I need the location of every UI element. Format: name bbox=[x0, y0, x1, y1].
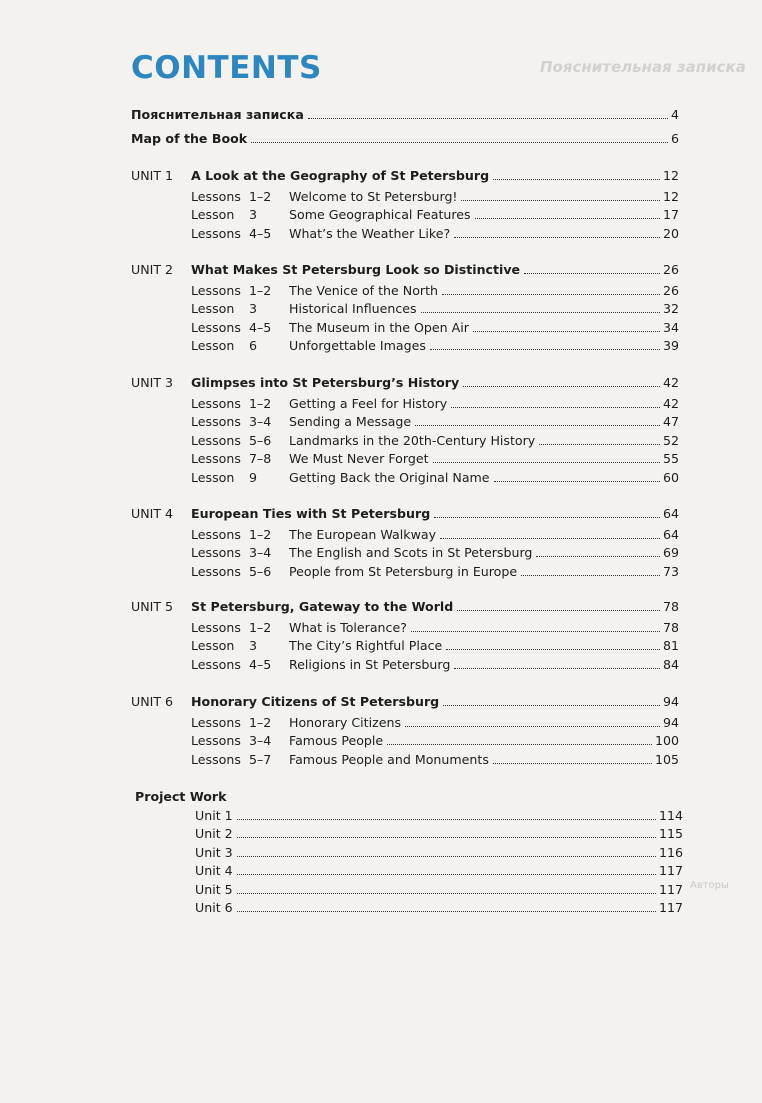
page-number: 26 bbox=[662, 262, 679, 277]
toc-entry-label bbox=[195, 900, 233, 915]
lesson-kind: Lesson bbox=[191, 301, 235, 317]
dot-leader bbox=[237, 874, 656, 875]
lesson-title: Getting Back the Original Name bbox=[289, 469, 490, 485]
lesson-title: Landmarks in the 20th-Century History bbox=[289, 432, 536, 448]
page-number: 32 bbox=[662, 301, 679, 317]
lesson-kind: Lessons bbox=[191, 545, 241, 561]
toc-entry-label bbox=[131, 131, 247, 146]
dot-leader bbox=[443, 705, 660, 706]
lesson-title: Getting a Feel for History bbox=[289, 396, 448, 411]
lesson-number: 3 bbox=[249, 301, 258, 317]
toc-entry-label bbox=[131, 262, 520, 277]
lesson-title: Sending a Message bbox=[289, 414, 412, 430]
toc-entry[interactable] bbox=[191, 226, 679, 245]
toc-entry[interactable] bbox=[191, 189, 679, 208]
unit-title: What Makes St Petersburg Look so Distinctive bbox=[191, 262, 521, 277]
project-unit-title: Unit 1 bbox=[195, 808, 233, 823]
lesson-kind: Lessons bbox=[191, 396, 241, 411]
entry-title: Пояснительная записка bbox=[131, 107, 304, 122]
toc-entry-label bbox=[191, 189, 457, 204]
toc-entry-label bbox=[131, 694, 439, 709]
toc-entry-label bbox=[191, 226, 450, 241]
toc-entry-label bbox=[195, 863, 233, 878]
toc-entry[interactable] bbox=[191, 283, 679, 302]
dot-leader bbox=[237, 837, 656, 838]
page-number: 6 bbox=[670, 131, 679, 146]
page-number: 42 bbox=[662, 375, 679, 390]
dot-leader bbox=[237, 911, 656, 912]
lesson-number: 1–2 bbox=[249, 283, 272, 298]
page-number: 4 bbox=[670, 107, 679, 122]
lesson-title: Unforgettable Images bbox=[289, 338, 426, 354]
toc-entry[interactable] bbox=[195, 826, 683, 845]
unit-title: Glimpses into St Petersburg’s History bbox=[191, 375, 460, 390]
lesson-number: 3 bbox=[249, 207, 258, 223]
lesson-title: The European Walkway bbox=[289, 527, 437, 542]
toc-entry[interactable] bbox=[191, 545, 679, 564]
toc-entry[interactable] bbox=[191, 433, 679, 452]
page-title: CONTENTS bbox=[131, 50, 322, 86]
toc-entry[interactable] bbox=[195, 882, 683, 901]
dot-leader bbox=[524, 273, 660, 274]
toc-entry-label bbox=[131, 107, 304, 122]
entry-title: Map of the Book bbox=[131, 131, 248, 146]
lesson-title: The Museum in the Open Air bbox=[289, 319, 469, 335]
toc-entry-label bbox=[191, 320, 469, 335]
toc-entry[interactable] bbox=[191, 207, 679, 226]
lesson-number: 7–8 bbox=[249, 451, 272, 467]
toc-entry[interactable] bbox=[195, 845, 683, 864]
toc-entry-label bbox=[191, 414, 411, 429]
page-number: 73 bbox=[662, 563, 679, 579]
dot-leader bbox=[237, 893, 656, 894]
lesson-title: Honorary Citizens bbox=[289, 715, 402, 730]
toc-entry[interactable] bbox=[191, 638, 679, 657]
toc-entry[interactable] bbox=[191, 527, 679, 546]
page-number: 94 bbox=[662, 694, 679, 709]
toc-entry-label bbox=[191, 657, 450, 672]
unit-label: UNIT 3 bbox=[131, 375, 174, 390]
toc-entry-label bbox=[195, 845, 233, 860]
dot-leader bbox=[237, 856, 656, 857]
unit-label: UNIT 4 bbox=[131, 506, 174, 521]
lesson-number: 1–2 bbox=[249, 715, 272, 730]
page-number: 60 bbox=[662, 469, 679, 485]
page-number: 20 bbox=[662, 225, 679, 241]
lesson-number: 9 bbox=[249, 469, 258, 485]
lesson-title: People from St Petersburg in Europe bbox=[289, 563, 518, 579]
lesson-title: Religions in St Petersburg bbox=[289, 656, 451, 672]
toc-entry[interactable] bbox=[131, 168, 679, 187]
lesson-number: 1–2 bbox=[249, 189, 272, 204]
toc-entry-label bbox=[191, 545, 532, 560]
dot-leader bbox=[411, 631, 660, 632]
page-number: 114 bbox=[658, 808, 683, 823]
lesson-number: 4–5 bbox=[249, 319, 272, 335]
toc-entry-label bbox=[191, 620, 407, 635]
lesson-kind: Lesson bbox=[191, 469, 235, 485]
page-number: 78 bbox=[662, 620, 679, 635]
toc-entry-label bbox=[191, 207, 471, 222]
toc-entry[interactable] bbox=[191, 338, 679, 357]
page-number: 115 bbox=[658, 826, 683, 842]
project-work-heading: Project Work bbox=[135, 789, 227, 804]
lesson-number: 5–6 bbox=[249, 432, 272, 448]
lesson-number: 1–2 bbox=[249, 527, 272, 542]
project-unit-title: Unit 4 bbox=[195, 863, 233, 879]
unit-title: European Ties with St Petersburg bbox=[191, 506, 431, 521]
lesson-kind: Lessons bbox=[191, 414, 241, 430]
dot-leader bbox=[446, 649, 660, 650]
lesson-title: Famous People and Monuments bbox=[289, 751, 489, 767]
lesson-kind: Lesson bbox=[191, 207, 235, 223]
lesson-title: The Venice of the North bbox=[289, 283, 439, 298]
lesson-kind: Lessons bbox=[191, 225, 241, 241]
dot-leader bbox=[463, 386, 660, 387]
toc-entry[interactable] bbox=[191, 620, 679, 639]
lesson-kind: Lessons bbox=[191, 563, 241, 579]
toc-entry-label bbox=[131, 168, 489, 183]
lesson-title: Welcome to St Petersburg! bbox=[289, 189, 458, 204]
toc-entry-label bbox=[191, 470, 490, 485]
toc-entry-label bbox=[191, 433, 535, 448]
toc-entry[interactable] bbox=[195, 900, 683, 919]
dot-leader bbox=[457, 610, 660, 611]
lesson-title: We Must Never Forget bbox=[289, 451, 429, 467]
unit-title: St Petersburg, Gateway to the World bbox=[191, 599, 454, 614]
toc-entry-label bbox=[195, 826, 233, 841]
dot-leader bbox=[454, 668, 660, 669]
project-unit-title: Unit 6 bbox=[195, 900, 233, 915]
toc-entry-label bbox=[195, 808, 233, 823]
dot-leader bbox=[539, 444, 660, 445]
toc-entry-label bbox=[131, 599, 453, 614]
dot-leader bbox=[442, 294, 660, 295]
unit-title: A Look at the Geography of St Petersburg bbox=[191, 168, 490, 183]
lesson-number: 5–7 bbox=[249, 751, 272, 767]
toc-entry[interactable] bbox=[131, 694, 679, 713]
toc-entry[interactable] bbox=[131, 506, 679, 525]
dot-leader bbox=[451, 407, 660, 408]
lesson-kind: Lessons bbox=[191, 656, 241, 672]
lesson-kind: Lessons bbox=[191, 751, 241, 767]
page-number: 64 bbox=[662, 527, 679, 542]
dot-leader bbox=[421, 312, 660, 313]
dot-leader bbox=[430, 349, 660, 350]
dot-leader bbox=[473, 331, 660, 332]
dot-leader bbox=[521, 575, 660, 576]
lesson-kind: Lessons bbox=[191, 715, 241, 730]
toc-entry-label bbox=[191, 564, 517, 579]
dot-leader bbox=[475, 218, 660, 219]
lesson-kind: Lessons bbox=[191, 733, 241, 749]
lesson-number: 4–5 bbox=[249, 225, 272, 241]
lesson-number: 6 bbox=[249, 338, 258, 354]
lesson-kind: Lessons bbox=[191, 432, 241, 448]
project-unit-title: Unit 2 bbox=[195, 826, 233, 842]
toc-entry[interactable] bbox=[191, 451, 679, 470]
toc-entry-label bbox=[191, 733, 383, 748]
unit-label: UNIT 2 bbox=[131, 262, 174, 277]
dot-leader bbox=[415, 425, 660, 426]
page-number: 117 bbox=[658, 881, 683, 897]
dot-leader bbox=[536, 556, 660, 557]
toc-entry[interactable] bbox=[131, 131, 679, 150]
toc-entry[interactable] bbox=[191, 320, 679, 339]
lesson-number: 4–5 bbox=[249, 656, 272, 672]
toc-entry-label bbox=[195, 882, 233, 897]
project-unit-title: Unit 5 bbox=[195, 881, 233, 897]
toc-entry-label bbox=[191, 638, 442, 653]
toc-entry-label bbox=[191, 527, 436, 542]
toc-entry[interactable] bbox=[131, 375, 679, 394]
toc-entry-label bbox=[131, 375, 459, 390]
lesson-kind: Lesson bbox=[191, 638, 235, 654]
toc-entry[interactable] bbox=[131, 107, 679, 126]
page-number: 47 bbox=[662, 414, 679, 430]
page-number: 12 bbox=[662, 168, 679, 183]
page-number: 12 bbox=[662, 189, 679, 204]
toc-entry-label bbox=[191, 451, 429, 466]
unit-label: UNIT 1 bbox=[131, 168, 174, 183]
lesson-title: What is Tolerance? bbox=[289, 620, 407, 635]
page-number: 100 bbox=[654, 733, 679, 749]
toc-entry[interactable] bbox=[131, 599, 679, 618]
lesson-title: Famous People bbox=[289, 733, 384, 749]
page-number: 117 bbox=[658, 863, 683, 879]
project-unit-title: Unit 3 bbox=[195, 844, 233, 860]
dot-leader bbox=[387, 744, 652, 745]
unit-title: Honorary Citizens of St Petersburg bbox=[191, 694, 440, 709]
page-number: 55 bbox=[662, 451, 679, 467]
dot-leader bbox=[454, 237, 660, 238]
dot-leader bbox=[493, 179, 660, 180]
dot-leader bbox=[237, 819, 656, 820]
bleed-through-footer: Авторы bbox=[690, 880, 729, 891]
lesson-title: The City’s Rightful Place bbox=[289, 638, 443, 654]
lesson-number: 1–2 bbox=[249, 620, 272, 635]
toc-entry[interactable] bbox=[191, 752, 679, 771]
bleed-through-heading: Пояснительная записка bbox=[540, 58, 746, 76]
toc-entry[interactable] bbox=[195, 808, 683, 827]
toc-entry[interactable] bbox=[191, 414, 679, 433]
toc-entry[interactable] bbox=[191, 564, 679, 583]
lesson-kind: Lessons bbox=[191, 620, 241, 635]
dot-leader bbox=[433, 462, 660, 463]
lesson-number: 3–4 bbox=[249, 414, 272, 430]
toc-entry[interactable] bbox=[191, 301, 679, 320]
lesson-number: 3–4 bbox=[249, 733, 272, 749]
lesson-number: 3 bbox=[249, 638, 258, 654]
page-number: 26 bbox=[662, 283, 679, 298]
dot-leader bbox=[493, 763, 652, 764]
toc-entry[interactable] bbox=[191, 715, 679, 734]
toc-entry-label bbox=[191, 338, 426, 353]
page-number: 105 bbox=[654, 751, 679, 767]
page-number: 69 bbox=[662, 545, 679, 561]
toc-entry-label bbox=[191, 715, 401, 730]
lesson-title: Historical Influences bbox=[289, 301, 417, 317]
page-number: 42 bbox=[662, 396, 679, 411]
page-number: 84 bbox=[662, 656, 679, 672]
toc-entry-label bbox=[131, 506, 430, 521]
page-number: 52 bbox=[662, 432, 679, 448]
lesson-kind: Lessons bbox=[191, 189, 241, 204]
lesson-kind: Lessons bbox=[191, 283, 241, 298]
toc-entry-label bbox=[191, 752, 489, 767]
lesson-number: 5–6 bbox=[249, 563, 272, 579]
toc-entry-label bbox=[191, 301, 417, 316]
page-number: 78 bbox=[662, 599, 679, 614]
page-number: 64 bbox=[662, 506, 679, 521]
toc-entry[interactable] bbox=[191, 470, 679, 489]
unit-label: UNIT 6 bbox=[131, 694, 174, 709]
page-number: 81 bbox=[662, 638, 679, 654]
toc-entry-label bbox=[191, 283, 438, 298]
unit-label: UNIT 5 bbox=[131, 599, 174, 614]
toc-entry[interactable] bbox=[131, 262, 679, 281]
lesson-kind: Lesson bbox=[191, 338, 235, 354]
lesson-title: Some Geographical Features bbox=[289, 207, 471, 223]
dot-leader bbox=[440, 538, 660, 539]
page-number: 94 bbox=[662, 715, 679, 730]
dot-leader bbox=[461, 200, 659, 201]
toc-entry[interactable] bbox=[191, 396, 679, 415]
page-number: 17 bbox=[662, 207, 679, 223]
page-number: 116 bbox=[658, 844, 683, 860]
lesson-kind: Lessons bbox=[191, 527, 241, 542]
dot-leader bbox=[308, 118, 668, 119]
page-number: 117 bbox=[658, 900, 683, 915]
lesson-title: The English and Scots in St Petersburg bbox=[289, 545, 533, 561]
lesson-number: 1–2 bbox=[249, 396, 272, 411]
dot-leader bbox=[434, 517, 660, 518]
lesson-kind: Lessons bbox=[191, 319, 241, 335]
dot-leader bbox=[494, 481, 660, 482]
toc-entry[interactable] bbox=[195, 863, 683, 882]
page-number: 39 bbox=[662, 338, 679, 354]
lesson-number: 3–4 bbox=[249, 545, 272, 561]
page-number: 34 bbox=[662, 319, 679, 335]
toc-entry[interactable] bbox=[191, 657, 679, 676]
toc-entry[interactable] bbox=[191, 733, 679, 752]
dot-leader bbox=[251, 142, 668, 143]
toc-entry-label bbox=[191, 396, 447, 411]
lesson-title: What’s the Weather Like? bbox=[289, 225, 451, 241]
lesson-kind: Lessons bbox=[191, 451, 241, 467]
dot-leader bbox=[405, 726, 660, 727]
